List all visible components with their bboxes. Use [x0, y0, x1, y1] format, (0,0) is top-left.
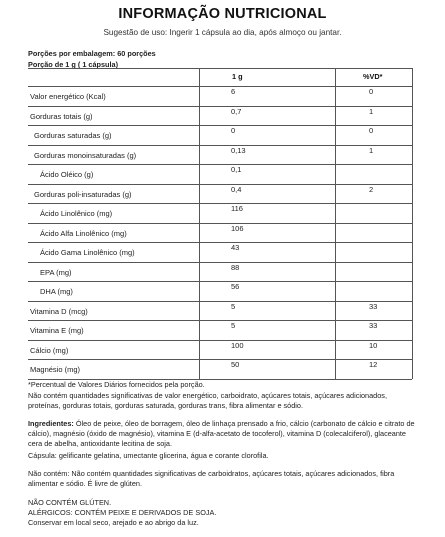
footnote-vd: *Percentual de Valores Diários fornecidos pela porção. [28, 380, 205, 389]
nutrition-title: INFORMAÇÃO NUTRICIONAL [118, 6, 327, 22]
nutrient-vd: 33 [369, 301, 378, 311]
nutrient-label: Gorduras saturadas (g) [34, 131, 112, 140]
nutrient-label: DHA (mg) [40, 287, 73, 296]
nutrient-amount: 5 [231, 301, 236, 311]
nutrient-label: Ácido Linolênico (mg) [40, 209, 113, 218]
nutrient-amount: 43 [231, 243, 240, 252]
table-row [28, 203, 412, 223]
table-row [28, 223, 412, 243]
table-row [28, 106, 412, 126]
nutrient-vd: 2 [369, 184, 374, 194]
table-row [28, 320, 412, 340]
nutrient-label: Valor energético (Kcal) [30, 92, 106, 101]
column-header-amount: 1 g [232, 72, 243, 81]
nutrient-label: Gorduras totais (g) [30, 111, 93, 121]
nutrient-amount: 0,13 [231, 145, 246, 155]
servings-per-package: Porções por embalagem: 60 porções [28, 49, 156, 58]
nutrient-amount: 100 [231, 340, 244, 350]
gluten-notice: NÃO CONTÉM GLÚTEN. [28, 498, 112, 507]
nutrient-amount: 50 [231, 360, 240, 369]
table-row [28, 281, 412, 301]
nutrient-vd: 1 [369, 145, 374, 155]
table-row [28, 242, 412, 262]
table-column-rule [199, 68, 200, 379]
nutrient-amount: 0,7 [231, 106, 242, 116]
nutrient-vd: 12 [369, 360, 378, 369]
nutrient-amount: 116 [231, 204, 243, 213]
storage-notice: Conservar em local seco, arejado e ao abrigo da luz. [28, 518, 199, 527]
nutrient-amount: 56 [231, 282, 240, 291]
column-header-vd: %VD* [363, 72, 383, 81]
nutrient-label: Ácido Alfa Linolênico (mg) [40, 228, 127, 238]
nutrient-vd: 0 [369, 87, 374, 96]
table-row [28, 145, 412, 165]
table-row [28, 301, 412, 321]
capsule-text: Cápsula: gelificante gelatina, umectante glicerina, água e corante clorofila. [28, 451, 269, 460]
nutrient-label: Cálcio (mg) [30, 345, 69, 355]
nutrient-amount: 5 [231, 321, 236, 330]
table-row [28, 184, 412, 204]
nutrient-label: Vitamina D (mcg) [30, 306, 88, 316]
serving-size: Porção de 1 g ( 1 cápsula) [28, 60, 119, 69]
table-column-rule [335, 68, 336, 379]
table-row [28, 164, 412, 184]
table-row [28, 125, 412, 145]
nutrient-label: Magnésio (mg) [30, 365, 81, 374]
nutrient-amount: 0,1 [231, 165, 242, 174]
not-contains-text: Não contém: Não contém quantidades significativas de carboidratos, açúcares totais, açúcares adicionados, fibra alimentar e sódio. É livre de glúten. [28, 469, 395, 489]
nutrient-label: Vitamina E (mg) [30, 326, 84, 335]
nutrient-amount: 106 [231, 223, 244, 233]
nutrient-vd: 33 [369, 321, 378, 330]
usage-suggestion: Sugestão de uso: Ingerir 1 cápsula ao dia, após almoço ou jantar. [103, 28, 342, 37]
nutrient-vd: 1 [369, 106, 374, 116]
nutrient-amount: 0,4 [231, 184, 242, 194]
footnote-not-significant: Não contém quantidades significativas de valor energético, carboidrato, açúcares totais, açúcares adicionados, proteínas, gorduras totais, gorduras saturada, gorduras trans, fibra alimentar e sódio. [28, 391, 387, 411]
nutrient-vd: 0 [369, 126, 374, 135]
nutrient-label: Gorduras poli-insaturadas (g) [34, 189, 132, 199]
table-column-rule [412, 68, 413, 379]
table-rule [28, 68, 412, 69]
table-row [28, 359, 412, 379]
nutrient-amount: 88 [231, 262, 240, 272]
nutrient-label: Ácido Gama Linolênico (mg) [40, 248, 135, 257]
table-row [28, 86, 412, 106]
allergens-notice: ALÉRGICOS: CONTÉM PEIXE E DERIVADOS DE SOJA. [28, 508, 217, 517]
nutrient-label: Gorduras monoinsaturadas (g) [34, 150, 137, 160]
nutrient-amount: 6 [231, 87, 236, 96]
ingredients-block [28, 419, 418, 450]
table-row [28, 262, 412, 282]
nutrient-label: Ácido Oléico (g) [40, 170, 94, 179]
table-row [28, 340, 412, 360]
nutrient-amount: 0 [231, 126, 236, 135]
ingredients-label: Ingredientes: [28, 419, 74, 428]
nutrient-label: EPA (mg) [40, 267, 72, 277]
ingredients-text: Óleo de peixe, óleo de borragem, óleo de linhaça prensado a frio, cálcio (carbonato de cálcio e citrato de cálcio), magnésio (óxido de magnésio), vitamina E (d-alfa-acetato de tocoferol), vitamina D (colecalciferol), glaceante cera de abelha, antioxidante lecitina de soja. [28, 419, 415, 449]
nutrient-vd: 10 [369, 340, 378, 350]
